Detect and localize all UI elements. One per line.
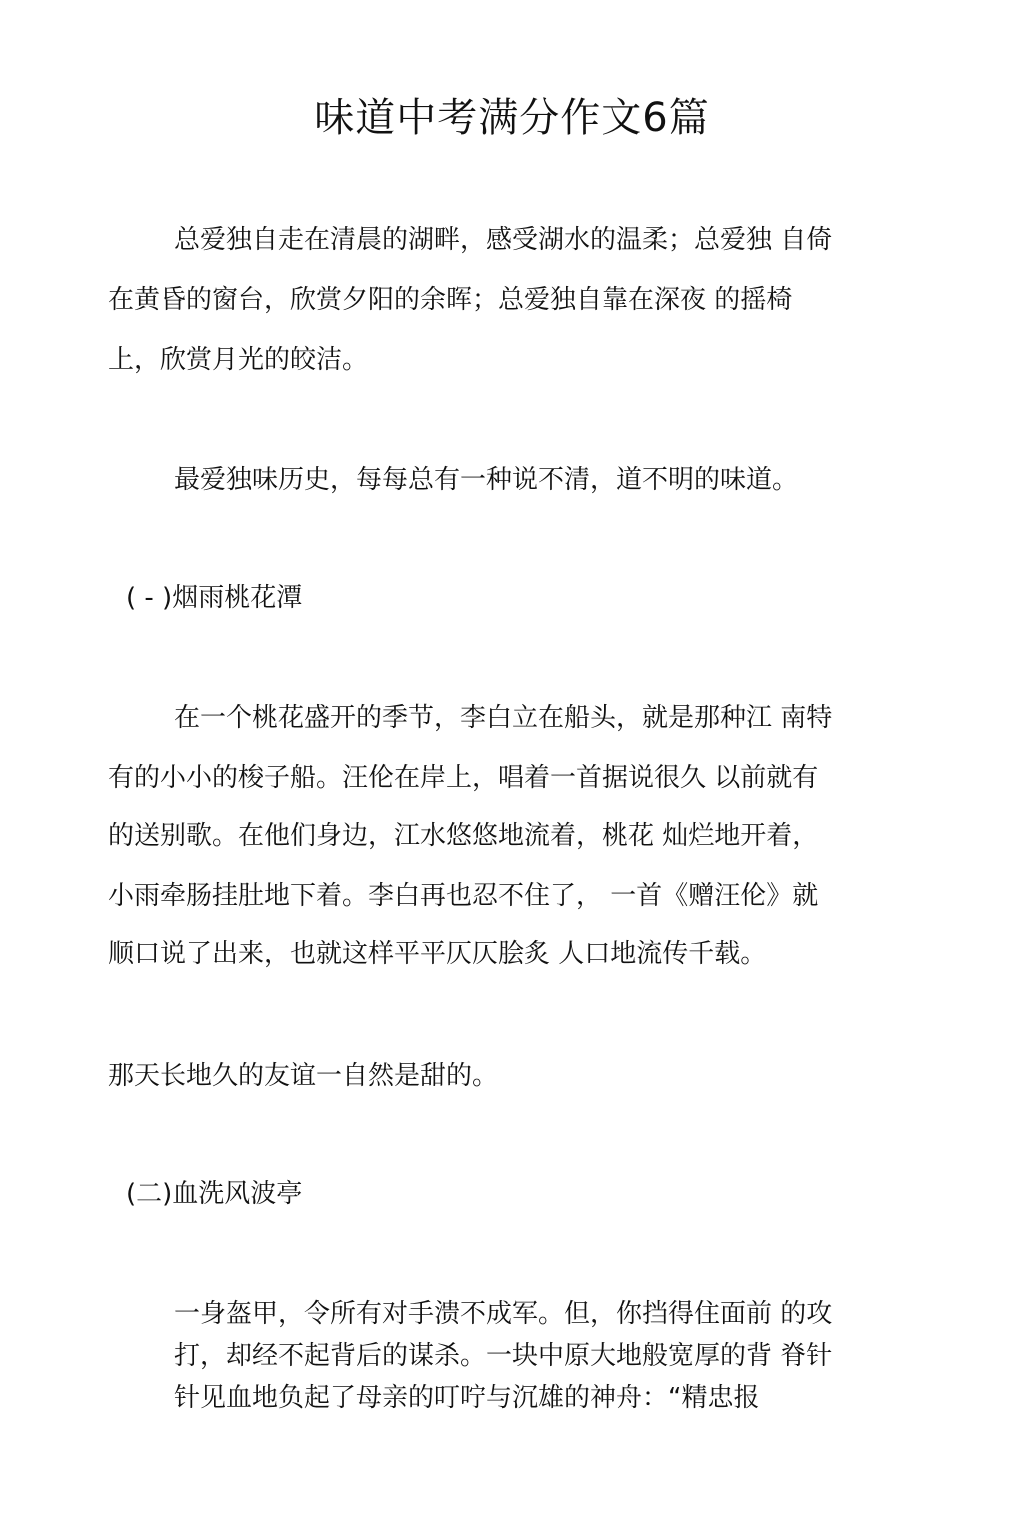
- paragraph-2: 最爱独味历史，每每总有一种说不清，道不明的味道。: [174, 465, 799, 495]
- paragraph-5-line-2: 打，却经不起背后的谋杀。一块中原大地般宽厚的背 脊针: [174, 1341, 833, 1371]
- paragraph-4: 那天长地久的友谊一自然是甜的。: [108, 1061, 499, 1091]
- section-heading-1: ( - )烟雨桃花潭: [126, 583, 303, 613]
- paragraph-3-line-5: 顺口说了出来，也就这样平平仄仄脍炙 人口地流传千载。: [108, 939, 767, 969]
- paragraph-5-line-1: 一身盔甲，令所有对手溃不成军。但，你挡得住面前 的攻: [174, 1299, 833, 1329]
- paragraph-3-line-1: 在一个桃花盛开的季节，李白立在船头，就是那种江 南特: [174, 703, 833, 733]
- paragraph-3-line-3: 的送别歌。在他们身边，江水悠悠地流着，桃花 灿烂地开着，: [108, 821, 819, 851]
- paragraph-5-line-3: 针见血地负起了母亲的叮咛与沉雄的神舟：“精忠报: [174, 1383, 760, 1413]
- paragraph-1-line-3: 上，欣赏月光的皎洁。: [108, 345, 369, 375]
- paragraph-1-line-2: 在黄昏的窗台，欣赏夕阳的余晖；总爱独自靠在深夜 的摇椅: [108, 285, 793, 315]
- paragraph-3-line-2: 有的小小的梭子船。汪伦在岸上，唱着一首据说很久 以前就有: [108, 763, 819, 793]
- paragraph-3-line-4: 小雨牵肠挂肚地下着。李白再也忍不住了， 一首《赠汪伦》就: [108, 881, 819, 911]
- document-title: 味道中考满分作文6篇: [314, 95, 710, 141]
- paragraph-1-line-1: 总爱独自走在清晨的湖畔，感受湖水的温柔；总爱独 自倚: [174, 225, 833, 255]
- section-heading-2: (二)血洗风波亭: [126, 1179, 303, 1209]
